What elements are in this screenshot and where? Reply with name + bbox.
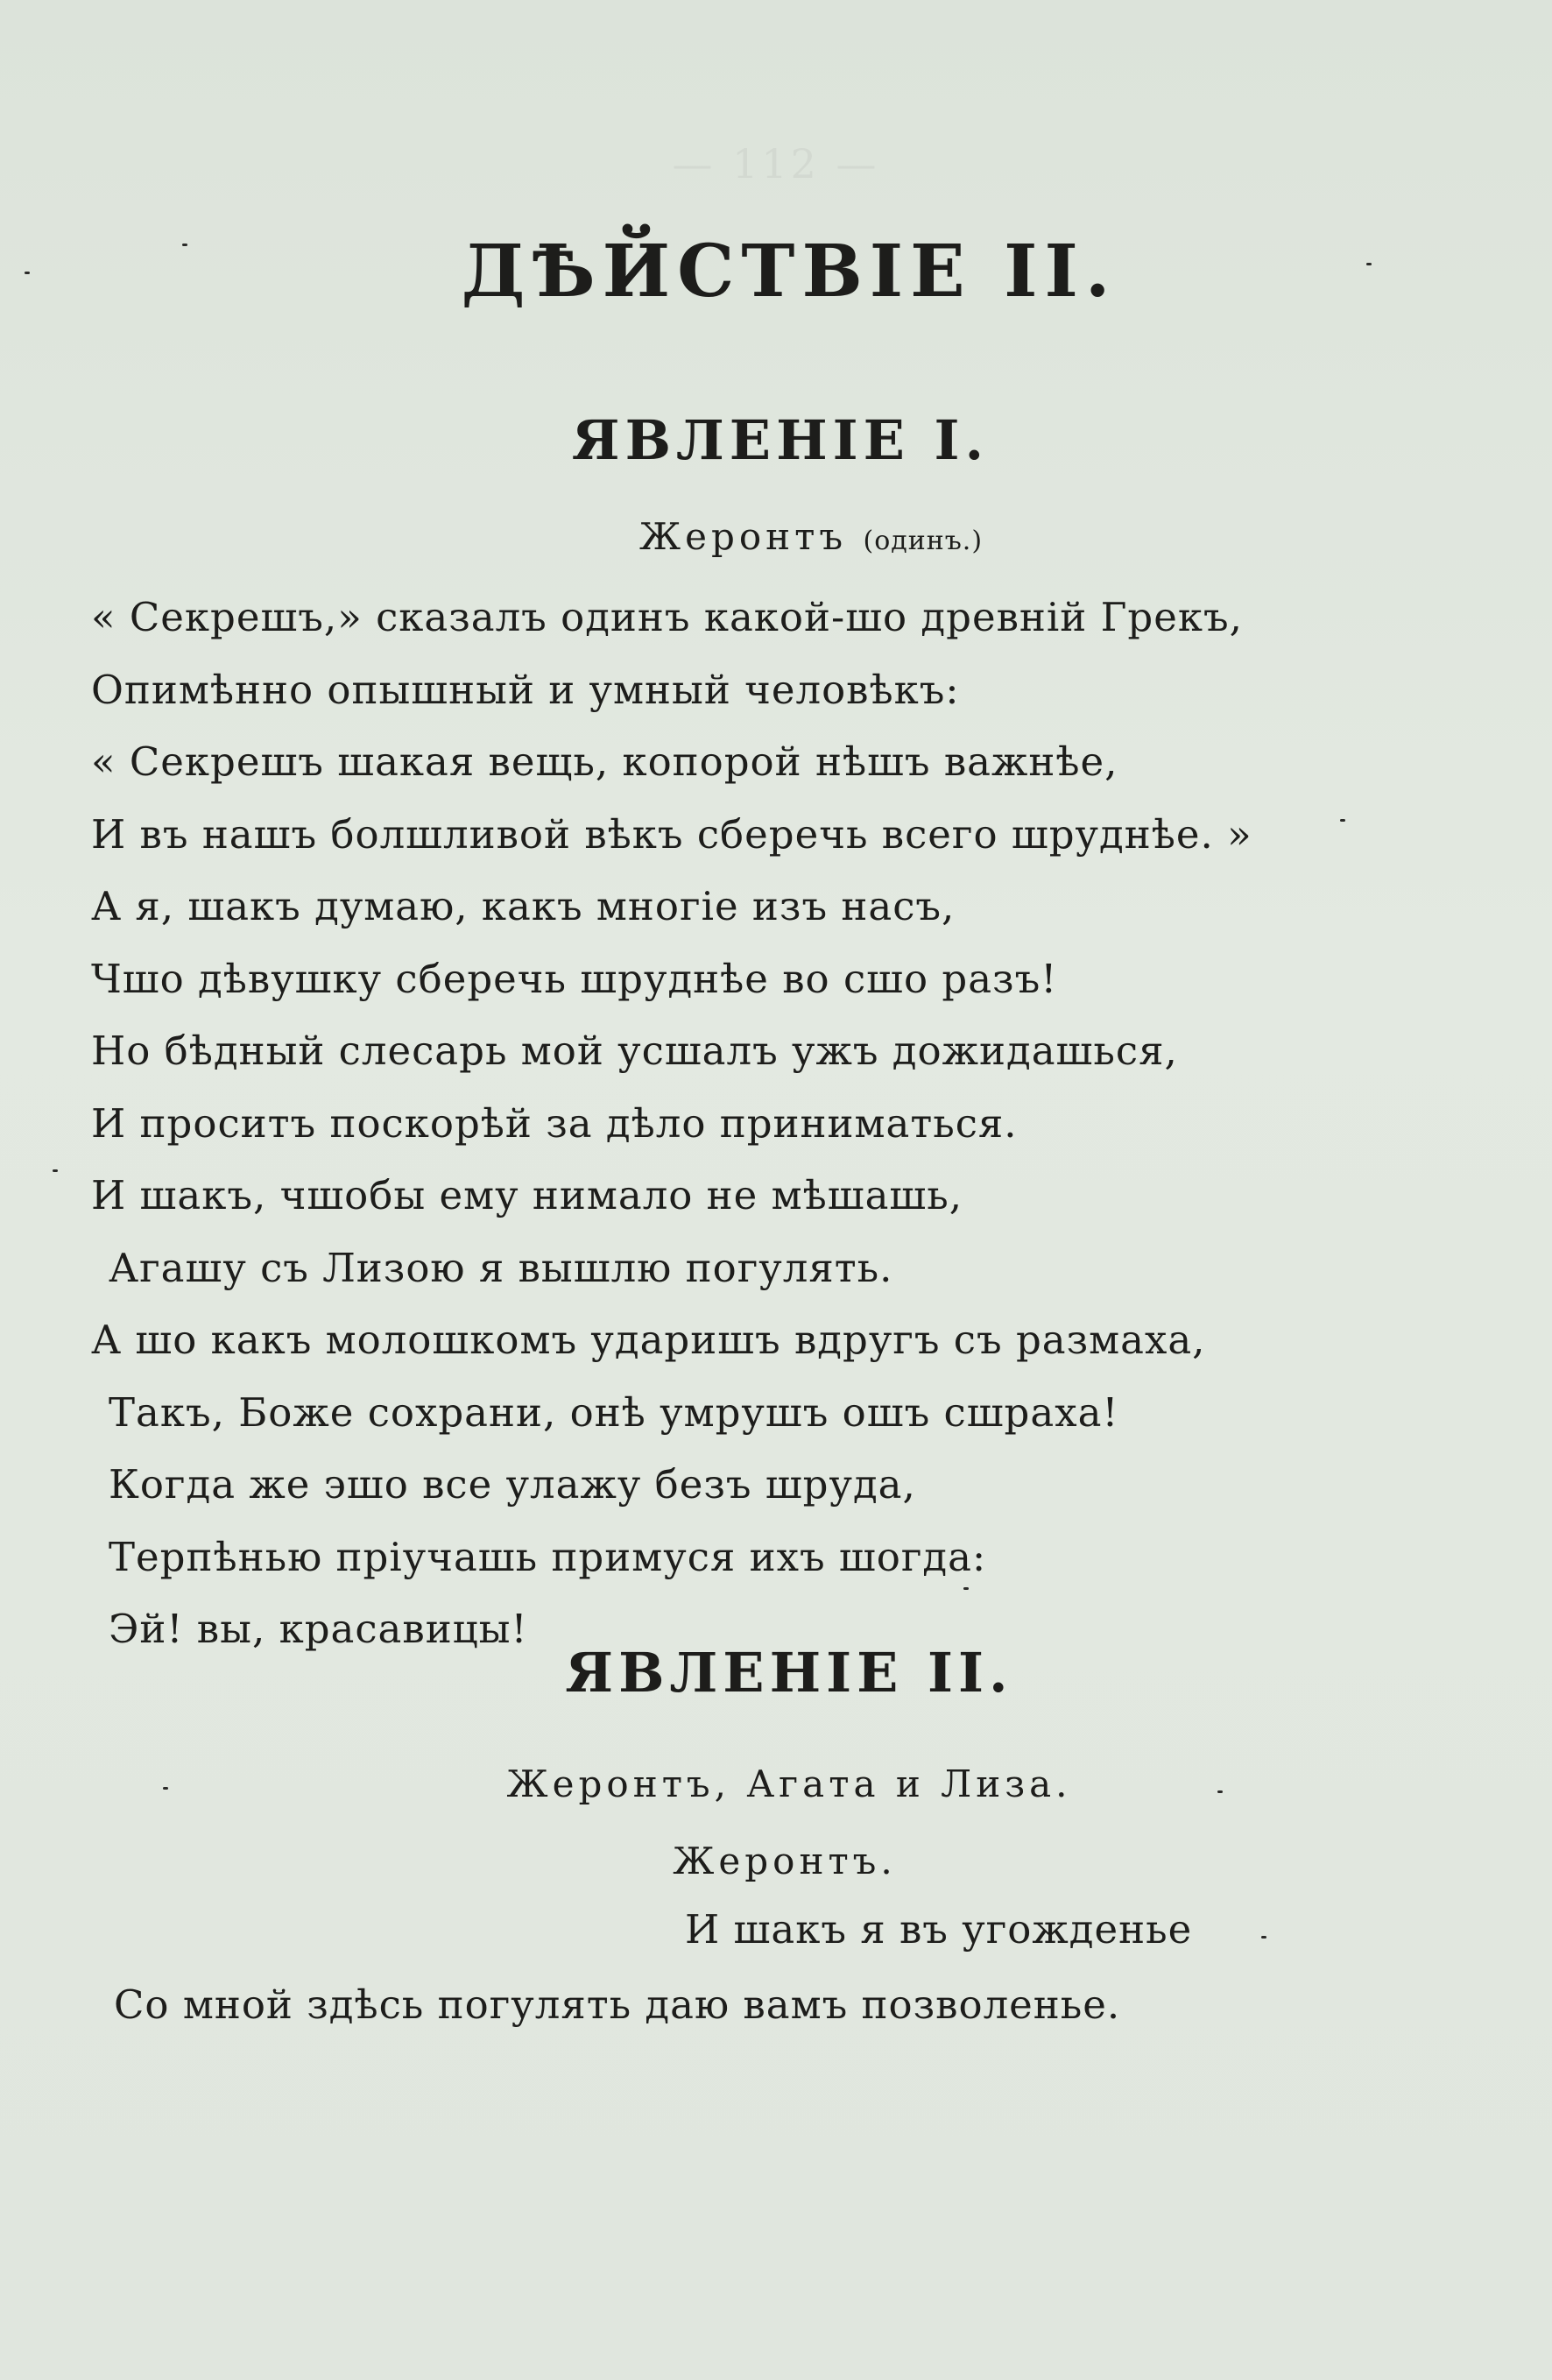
- verse-line: И проситъ поскорѣй за дѣло приниматься.: [91, 1099, 1018, 1147]
- verse-line: Эй! вы, красавицы!: [109, 1606, 528, 1652]
- speaker-name: Жеронтъ: [638, 515, 848, 558]
- stage-direction: (одинъ.): [863, 526, 984, 556]
- scene-2-characters: Жеронтъ, Агата и Лиза.: [506, 1762, 1072, 1805]
- scene-2-title: ЯВЛЕНІЕ II.: [565, 1641, 1013, 1705]
- verse-line: И шакъ, чшобы ему нимало не мѣшашь,: [91, 1172, 963, 1218]
- verse-line: И шакъ я въ угожденье: [685, 1906, 1193, 1953]
- scene-1-title: ЯВЛЕНІЕ I.: [571, 408, 990, 472]
- verse-line: « Секрешъ,» сказалъ одинъ какой-шо древній Грекъ,: [91, 594, 1243, 640]
- verse-line: А шо какъ молошкомъ ударишъ вдругъ съ размаха,: [91, 1317, 1206, 1363]
- verse-line: Чшо дѣвушку сберечь шруднѣе во сшо разъ!: [91, 955, 1058, 1002]
- scene-1-monologue: [91, 582, 1335, 1666]
- verse-line: Терпѣнью пріучашь примуся ихъ шогда:: [109, 1533, 987, 1580]
- scene-2-speaker: Жеронтъ.: [673, 1840, 897, 1882]
- verse-line: И въ нашъ болшливой вѣкъ сберечь всего шруднѣе. »: [91, 810, 1252, 858]
- verse-line: « Секрешъ шакая вещь, копорой нѣшъ важнѣе,: [91, 738, 1118, 785]
- verse-line: Агашу съ Лизою я вышлю погулять.: [109, 1244, 893, 1291]
- verse-line: А я, шакъ думаю, какъ многіе изъ насъ,: [91, 883, 956, 929]
- verse-line: Когда же эшо все улажу безъ шруда,: [109, 1461, 916, 1508]
- verse-line: Опимѣнно опышный и умный человѣкъ:: [91, 666, 960, 713]
- verse-line: Такъ, Боже сохрани, онѣ умрушъ ошъ сшраха!: [109, 1388, 1119, 1436]
- bleed-through-page-number: — 112 —: [672, 140, 880, 187]
- act-title: ДѢЙСТВІЕ II.: [461, 230, 1118, 314]
- verse-line: Но бѣдный слесарь мой усшалъ ужъ дожидашься,: [91, 1028, 1178, 1074]
- scene-1-speaker: [0, 515, 1552, 558]
- verse-line: Со мной здѣсь погулять даю вамъ позволенье.: [114, 1981, 1121, 2028]
